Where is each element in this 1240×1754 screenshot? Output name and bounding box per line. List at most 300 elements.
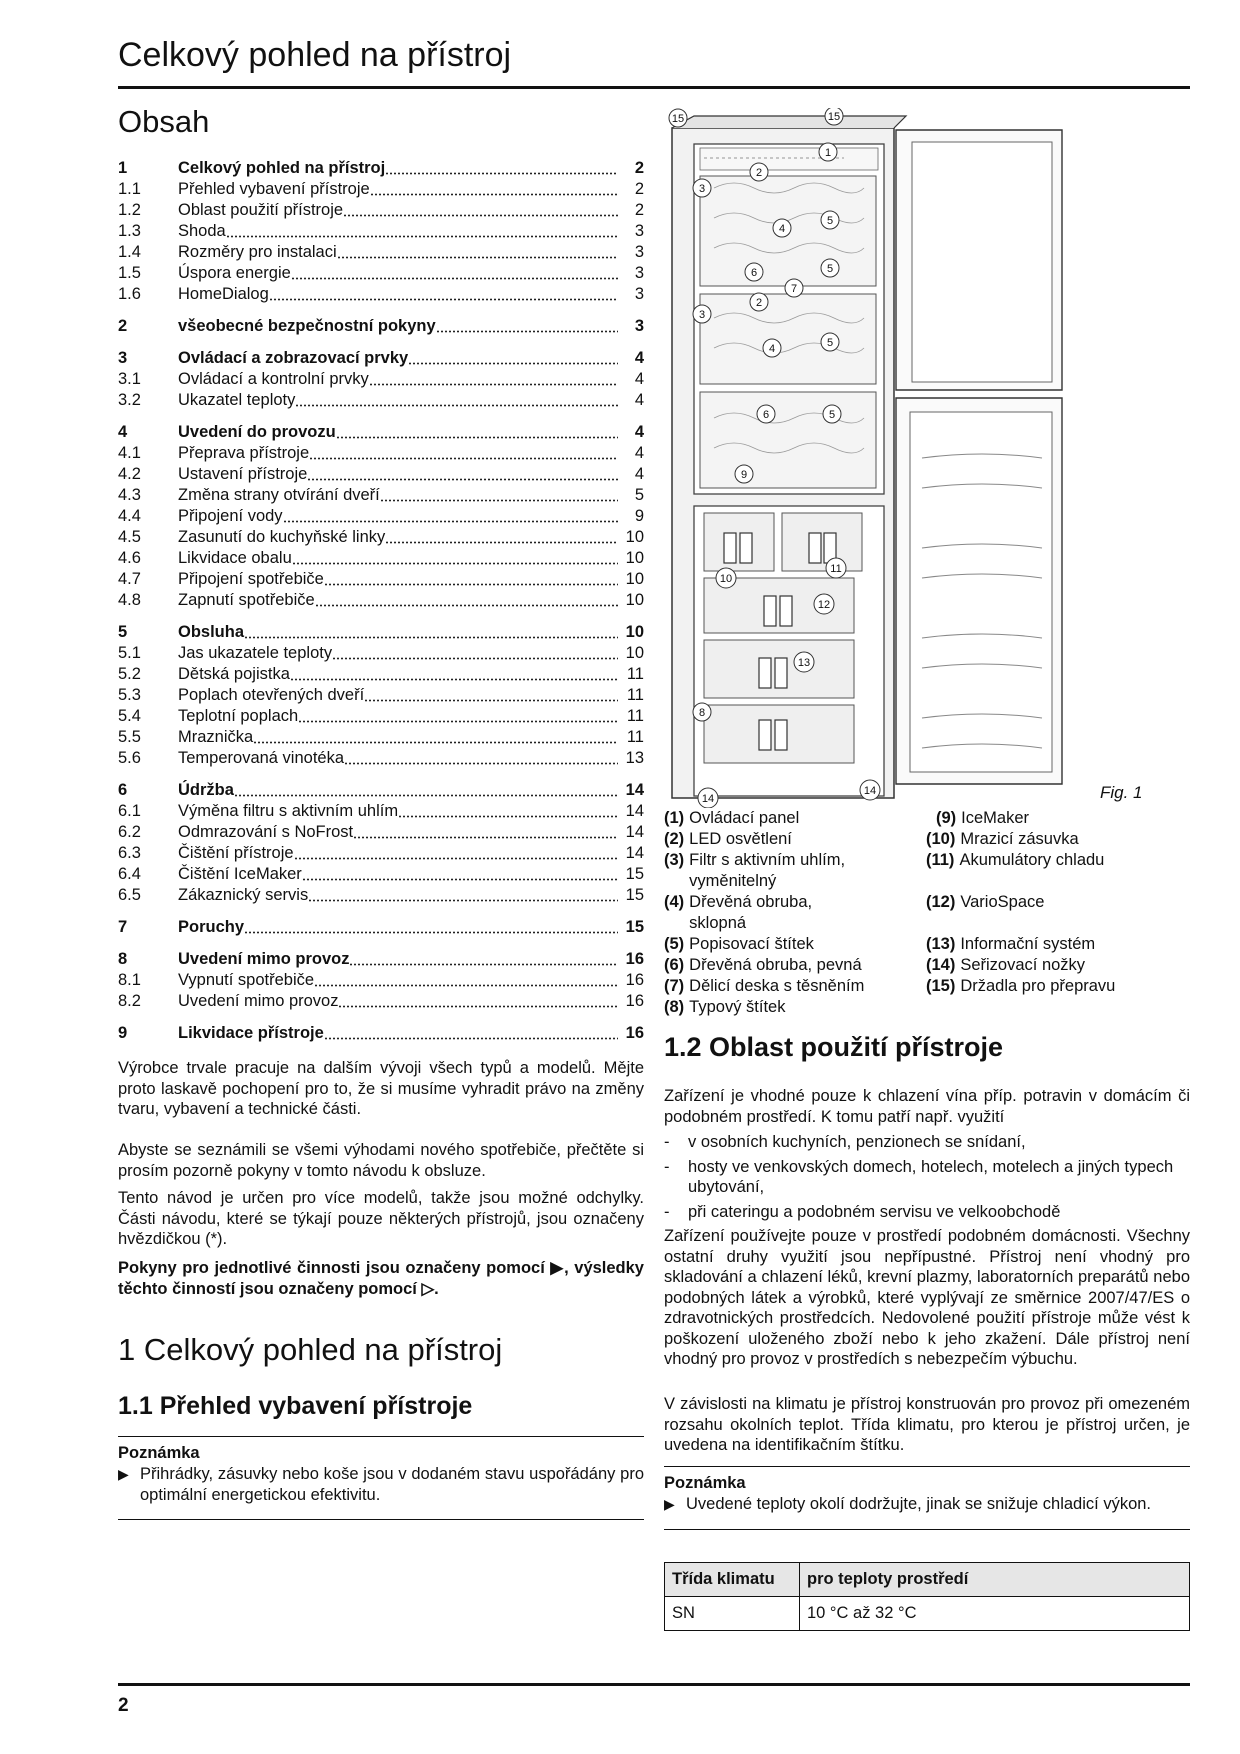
note-box-2 bbox=[664, 1466, 1190, 1530]
legend-number: (12) bbox=[926, 893, 956, 911]
legend-text: Informační systém bbox=[960, 935, 1096, 953]
toc-entry-num: 4.2 bbox=[118, 465, 141, 483]
legend-item bbox=[664, 892, 894, 934]
toc-dot-leader bbox=[324, 583, 618, 586]
toc-entry[interactable] bbox=[118, 443, 644, 464]
toc-dot-leader bbox=[370, 193, 618, 196]
toc-entry[interactable] bbox=[118, 485, 644, 506]
toc-entry-page: 15 bbox=[625, 886, 644, 904]
note-text: Přihrádky, zásuvky nebo koše jsou v dodaném stavu uspořádány pro optimální energetickou efektivitu. bbox=[140, 1465, 644, 1504]
toc-entry-page: 13 bbox=[625, 749, 644, 767]
callout-13 bbox=[794, 652, 814, 672]
toc-dot-leader bbox=[332, 657, 618, 660]
toc-entry-title: Přehled vybavení přístroje bbox=[178, 180, 370, 198]
callout-15 bbox=[825, 108, 843, 125]
toc-entry-num: 8.2 bbox=[118, 992, 141, 1010]
table-header-cell: pro teploty prostředí bbox=[800, 1563, 1190, 1597]
toc-entry-num: 6.1 bbox=[118, 802, 141, 820]
callout-12 bbox=[814, 594, 834, 614]
toc-dot-leader bbox=[244, 931, 618, 934]
legend-number: (15) bbox=[926, 977, 956, 995]
toc-entry-num: 4 bbox=[118, 423, 128, 441]
toc-entry-num: 5 bbox=[118, 623, 128, 641]
toc-dot-leader bbox=[253, 741, 618, 744]
toc-entry-page: 4 bbox=[634, 423, 644, 441]
svg-text:9: 9 bbox=[740, 469, 748, 481]
legend-text: Filtr s aktivním uhlím, vyměnitelný bbox=[689, 851, 846, 890]
toc-dot-leader bbox=[298, 720, 618, 723]
toc-dot-leader bbox=[344, 762, 618, 765]
page-number: 2 bbox=[118, 1695, 129, 1716]
legend-text: Seřizovací nožky bbox=[960, 956, 1086, 974]
legend-text: Mrazicí zásuvka bbox=[960, 830, 1079, 848]
toc-entry-page: 4 bbox=[634, 349, 644, 367]
page-title: Celkový pohled na přístroj bbox=[118, 36, 512, 74]
toc-entry-page: 2 bbox=[634, 159, 644, 177]
intro-paragraph-4: Pokyny pro jednotlivé činnosti jsou označeny pomocí ▶, výsledky těchto činností jsou označeny pomocí ▷. bbox=[118, 1259, 644, 1298]
legend-item bbox=[926, 934, 1186, 955]
legend-item bbox=[926, 976, 1186, 997]
list-item bbox=[664, 1132, 1190, 1153]
toc-dot-leader bbox=[283, 520, 618, 523]
toc-entry[interactable] bbox=[118, 706, 644, 727]
toc-entry-page: 16 bbox=[625, 971, 644, 989]
figure-legend bbox=[664, 808, 1190, 1018]
table-row bbox=[665, 1597, 1190, 1631]
toc-entry-page: 4 bbox=[634, 391, 644, 409]
toc-entry-page: 4 bbox=[634, 444, 644, 462]
toc-entry-page: 2 bbox=[634, 201, 644, 219]
toc-dot-leader bbox=[364, 699, 618, 702]
svg-text:6: 6 bbox=[762, 409, 770, 421]
toc-dot-leader bbox=[324, 1037, 618, 1040]
svg-text:4: 4 bbox=[768, 343, 776, 355]
toc-entry[interactable] bbox=[118, 390, 644, 411]
legend-text: Akumulátory chladu bbox=[959, 851, 1105, 869]
callout-15 bbox=[669, 109, 687, 127]
toc-entry-num: 5.1 bbox=[118, 644, 141, 662]
toc-entry[interactable] bbox=[118, 263, 644, 284]
toc-entry[interactable] bbox=[118, 864, 644, 885]
toc-dot-leader bbox=[269, 298, 618, 301]
toc-dot-leader bbox=[244, 636, 618, 639]
toc-entry-num: 6.4 bbox=[118, 865, 141, 883]
toc-entry-num: 8.1 bbox=[118, 971, 141, 989]
svg-text:14: 14 bbox=[863, 785, 877, 797]
toc-entry-num: 6.5 bbox=[118, 886, 141, 904]
legend-item bbox=[926, 955, 1186, 976]
svg-text:15: 15 bbox=[671, 113, 685, 125]
toc-entry[interactable] bbox=[118, 643, 644, 664]
toc-entry-page: 10 bbox=[625, 528, 644, 546]
callout-5 bbox=[823, 405, 841, 423]
legend-number: (13) bbox=[926, 935, 956, 953]
toc-entry-page: 4 bbox=[634, 465, 644, 483]
toc-entry[interactable] bbox=[118, 506, 644, 527]
toc-entry[interactable] bbox=[118, 748, 644, 769]
toc-entry-title: Přeprava přístroje bbox=[178, 444, 310, 462]
toc-dot-leader bbox=[349, 963, 618, 966]
table-of-contents bbox=[118, 158, 644, 1044]
toc-entry[interactable] bbox=[118, 949, 644, 970]
bullet-dash: - bbox=[664, 1133, 670, 1151]
toc-entry[interactable] bbox=[118, 527, 644, 548]
toc-entry-num: 1.1 bbox=[118, 180, 141, 198]
note-item bbox=[664, 1494, 1190, 1515]
callout-7 bbox=[785, 279, 803, 297]
section-1-2-heading: 1.2 Oblast použití přístroje bbox=[664, 1032, 1004, 1062]
toc-dot-leader bbox=[307, 478, 618, 481]
callout-3 bbox=[693, 179, 711, 197]
header-rule bbox=[118, 86, 1190, 89]
toc-dot-leader bbox=[314, 984, 618, 987]
legend-text: Dřevěná obruba, pevná bbox=[689, 956, 862, 974]
legend-text: Typový štítek bbox=[689, 998, 786, 1016]
legend-item bbox=[664, 997, 894, 1018]
toc-entry-num: 7 bbox=[118, 918, 128, 936]
toc-entry-num: 5.5 bbox=[118, 728, 141, 746]
toc-dot-leader bbox=[337, 256, 618, 259]
toc-entry-num: 4.7 bbox=[118, 570, 141, 588]
instruction-triangle-icon: ▶ bbox=[118, 1466, 129, 1482]
svg-text:5: 5 bbox=[826, 337, 834, 349]
toc-entry[interactable] bbox=[118, 590, 644, 611]
table-header-cell: Třída klimatu bbox=[665, 1563, 800, 1597]
toc-entry-title: Likvidace obalu bbox=[178, 549, 292, 567]
toc-entry-page: 3 bbox=[634, 317, 644, 335]
legend-text: LED osvětlení bbox=[689, 830, 792, 848]
toc-entry-num: 1.4 bbox=[118, 243, 141, 261]
svg-text:6: 6 bbox=[750, 267, 758, 279]
section-1-2-paragraph-1: Zařízení je vhodné pouze k chlazení vína příp. potravin v domácím či podobném prostředí. K tomu patří např. využití bbox=[664, 1087, 1190, 1126]
toc-entry-num: 4.1 bbox=[118, 444, 141, 462]
legend-text: Držadla pro přepravu bbox=[960, 977, 1116, 995]
toc-entry-title: Teplotní poplach bbox=[178, 707, 299, 725]
callout-1 bbox=[819, 143, 837, 161]
table-header-row bbox=[665, 1563, 1190, 1597]
toc-entry-title: Ustavení přístroje bbox=[178, 465, 308, 483]
toc-dot-leader bbox=[436, 330, 618, 333]
toc-entry-num: 1.5 bbox=[118, 264, 141, 282]
toc-dot-leader bbox=[336, 436, 618, 439]
figure-caption: Fig. 1 bbox=[1100, 783, 1143, 802]
svg-text:5: 5 bbox=[826, 263, 834, 275]
callout-2 bbox=[750, 293, 768, 311]
usage-list bbox=[664, 1132, 1190, 1226]
toc-dot-leader bbox=[292, 562, 618, 565]
toc-dot-leader bbox=[295, 404, 618, 407]
toc-entry-title: Zasunutí do kuchyňské linky bbox=[178, 528, 386, 546]
toc-entry-title: Uvedení mimo provoz bbox=[178, 950, 350, 968]
svg-text:8: 8 bbox=[698, 707, 706, 719]
section-1-2-paragraph-2: Zařízení používejte pouze v prostředí podobném domácnosti. Všechny ostatní druhy využití jsou nepřípustné. Přístroj není vhodný pro skladování a chlazení léků, krevní plazmy, laboratorních preparátů nebo podobných látek a výrobků, které vyplývají ze směrnice 2007/47/ES o zdravotnických prostředcích. Nedovolené použití přístroje může vést k poškození uloženého zboží nebo k jeho zkažení. Dále přístroj není vhodný pro provoz v prostředích s nebezpečím výbuchu. bbox=[664, 1227, 1190, 1368]
toc-entry-num: 8 bbox=[118, 950, 128, 968]
toc-entry-num: 3 bbox=[118, 349, 128, 367]
svg-text:2: 2 bbox=[755, 167, 763, 179]
toc-dot-leader bbox=[343, 214, 618, 217]
svg-text:14: 14 bbox=[701, 793, 715, 805]
toc-entry-title: Rozměry pro instalaci bbox=[178, 243, 337, 261]
toc-entry-page: 2 bbox=[634, 180, 644, 198]
toc-entry-page: 10 bbox=[625, 570, 644, 588]
toc-entry[interactable] bbox=[118, 242, 644, 263]
toc-entry-num: 4.4 bbox=[118, 507, 141, 525]
svg-text:5: 5 bbox=[826, 215, 834, 227]
toc-dot-leader bbox=[315, 604, 618, 607]
svg-text:13: 13 bbox=[797, 657, 811, 669]
legend-item bbox=[664, 955, 894, 976]
toc-entry-page: 10 bbox=[625, 644, 644, 662]
bullet-dash: - bbox=[664, 1202, 670, 1221]
legend-item bbox=[664, 976, 894, 997]
legend-item bbox=[664, 934, 894, 955]
toc-dot-leader bbox=[338, 1005, 618, 1008]
toc-entry-page: 16 bbox=[625, 1024, 644, 1042]
toc-entry[interactable] bbox=[118, 885, 644, 906]
toc-entry-title: Zákaznický servis bbox=[178, 886, 309, 904]
legend-item bbox=[664, 808, 894, 829]
toc-entry[interactable] bbox=[118, 464, 644, 485]
toc-entry-title: Poplach otevřených dveří bbox=[178, 686, 365, 704]
table-cell: 10 °C až 32 °C bbox=[800, 1597, 1190, 1631]
toc-dot-leader bbox=[385, 172, 618, 175]
section-1-1-heading: 1.1 Přehled vybavení přístroje bbox=[118, 1392, 473, 1420]
list-item-text: v osobních kuchyních, penzionech se snídaní, bbox=[688, 1133, 1026, 1151]
callout-6 bbox=[757, 405, 775, 423]
toc-entry-title: Vypnutí spotřebiče bbox=[178, 971, 315, 989]
toc-dot-leader bbox=[290, 678, 618, 681]
bullet-dash: - bbox=[664, 1157, 670, 1176]
toc-dot-leader bbox=[369, 383, 618, 386]
toc-entry-page: 14 bbox=[625, 844, 644, 862]
toc-entry[interactable] bbox=[118, 727, 644, 748]
callout-5 bbox=[821, 211, 839, 229]
toc-entry-num: 1.3 bbox=[118, 222, 141, 240]
toc-entry-title: Připojení vody bbox=[178, 507, 283, 525]
toc-entry-page: 14 bbox=[625, 781, 644, 799]
legend-number: (6) bbox=[664, 956, 685, 974]
toc-entry-num: 4.6 bbox=[118, 549, 141, 567]
toc-entry-page: 3 bbox=[634, 264, 644, 282]
toc-dot-leader bbox=[294, 857, 618, 860]
toc-entry-num: 4.5 bbox=[118, 528, 141, 546]
svg-text:10: 10 bbox=[719, 573, 733, 585]
toc-entry-num: 1.2 bbox=[118, 201, 141, 219]
toc-entry[interactable] bbox=[118, 422, 644, 443]
list-item-text: při cateringu a podobném servisu ve velkoobchodě bbox=[688, 1202, 1061, 1221]
legend-number: (11) bbox=[926, 851, 955, 869]
callout-8 bbox=[693, 703, 711, 721]
list-item-text: hosty ve venkovských domech, hotelech, motelech a jiných typech ubytování, bbox=[688, 1157, 1174, 1196]
legend-number: (14) bbox=[926, 956, 956, 974]
toc-entry[interactable] bbox=[118, 179, 644, 200]
legend-item bbox=[664, 850, 894, 892]
toc-entry-title: Změna strany otvírání dveří bbox=[178, 486, 380, 504]
toc-entry-page: 10 bbox=[625, 623, 644, 641]
toc-entry-num: 2 bbox=[118, 317, 128, 335]
toc-entry-title: Ukazatel teploty bbox=[178, 391, 296, 409]
toc-entry-num: 5.3 bbox=[118, 686, 141, 704]
legend-item bbox=[926, 850, 1186, 871]
toc-entry-num: 3.2 bbox=[118, 391, 141, 409]
legend-item bbox=[926, 808, 1186, 829]
toc-entry-page: 16 bbox=[625, 950, 644, 968]
svg-text:3: 3 bbox=[698, 309, 706, 321]
toc-entry-title: HomeDialog bbox=[178, 285, 269, 303]
toc-entry[interactable] bbox=[118, 284, 644, 305]
svg-text:15: 15 bbox=[827, 111, 841, 123]
toc-dot-leader bbox=[291, 277, 618, 280]
toc-dot-leader bbox=[234, 794, 618, 797]
toc-entry[interactable] bbox=[118, 801, 644, 822]
toc-dot-leader bbox=[385, 541, 618, 544]
toc-entry-title: Oblast použití přístroje bbox=[178, 201, 344, 219]
toc-entry-num: 5.2 bbox=[118, 665, 141, 683]
toc-entry-page: 3 bbox=[634, 285, 644, 303]
toc-entry-title: Poruchy bbox=[178, 918, 245, 936]
toc-entry-num: 1 bbox=[118, 159, 128, 177]
toc-entry[interactable] bbox=[118, 622, 644, 643]
intro-paragraph-2: Abyste se seznámili se všemi výhodami nového spotřebiče, přečtěte si prosím pozorně pokyny v tomto návodu k obsluze. bbox=[118, 1141, 644, 1180]
appliance-diagram bbox=[664, 108, 1104, 808]
toc-entry-num: 6.3 bbox=[118, 844, 141, 862]
toc-entry-page: 16 bbox=[625, 992, 644, 1010]
toc-entry-num: 9 bbox=[118, 1024, 128, 1042]
toc-entry-title: Obsluha bbox=[178, 623, 245, 641]
toc-entry[interactable] bbox=[118, 548, 644, 569]
legend-number: (4) bbox=[664, 893, 685, 911]
legend-number: (3) bbox=[664, 851, 685, 869]
toc-entry-title: Dětská pojistka bbox=[178, 665, 290, 683]
svg-text:1: 1 bbox=[824, 147, 832, 159]
toc-entry-title: Ovládací a kontrolní prvky bbox=[178, 370, 369, 388]
callout-14 bbox=[698, 788, 718, 808]
note-text: Uvedené teploty okolí dodržujte, jinak se snižuje chladicí výkon. bbox=[686, 1495, 1152, 1513]
legend-text: Dělicí deska s těsněním bbox=[689, 977, 865, 995]
toc-entry-page: 3 bbox=[634, 243, 644, 261]
toc-entry-page: 11 bbox=[626, 707, 644, 725]
svg-text:3: 3 bbox=[698, 183, 706, 195]
toc-entry-title: Ovládací a zobrazovací prvky bbox=[178, 349, 409, 367]
toc-entry-title: Odmrazování s NoFrost bbox=[178, 823, 354, 841]
toc-entry-title: Mraznička bbox=[178, 728, 254, 746]
toc-entry[interactable] bbox=[118, 221, 644, 242]
legend-text: VarioSpace bbox=[960, 893, 1045, 911]
callout-6 bbox=[745, 263, 763, 281]
callout-11 bbox=[826, 558, 846, 578]
toc-entry-page: 5 bbox=[634, 486, 644, 504]
table-cell: SN bbox=[665, 1597, 800, 1631]
callout-5 bbox=[821, 333, 839, 351]
toc-entry-page: 14 bbox=[625, 802, 644, 820]
toc-entry-title: Uvedení mimo provoz bbox=[178, 992, 339, 1010]
toc-dot-leader bbox=[398, 815, 618, 818]
toc-entry[interactable] bbox=[118, 369, 644, 390]
toc-entry-num: 6 bbox=[118, 781, 128, 799]
toc-entry[interactable] bbox=[118, 316, 644, 337]
toc-entry-page: 9 bbox=[634, 507, 644, 525]
toc-entry[interactable] bbox=[118, 917, 644, 938]
toc-entry-page: 10 bbox=[625, 591, 644, 609]
toc-entry[interactable] bbox=[118, 348, 644, 369]
toc-entry-page: 15 bbox=[625, 918, 644, 936]
svg-text:4: 4 bbox=[778, 223, 786, 235]
toc-entry[interactable] bbox=[118, 780, 644, 801]
svg-text:12: 12 bbox=[817, 599, 831, 611]
legend-number: (2) bbox=[664, 830, 685, 848]
toc-dot-leader bbox=[226, 235, 618, 238]
toc-entry-title: Uvedení do provozu bbox=[178, 423, 336, 441]
toc-dot-leader bbox=[408, 362, 618, 365]
toc-dot-leader bbox=[308, 899, 618, 902]
toc-entry-title: Údržba bbox=[178, 781, 234, 799]
toc-entry[interactable] bbox=[118, 158, 644, 179]
toc-entry-num: 5.4 bbox=[118, 707, 141, 725]
svg-text:5: 5 bbox=[828, 409, 836, 421]
instruction-triangle-icon: ▶ bbox=[664, 1496, 675, 1512]
toc-entry-num: 5.6 bbox=[118, 749, 141, 767]
svg-text:11: 11 bbox=[830, 563, 842, 575]
toc-entry[interactable] bbox=[118, 843, 644, 864]
legend-text: Dřevěná obruba, sklopná bbox=[689, 893, 813, 932]
toc-entry[interactable] bbox=[118, 991, 644, 1012]
note-box-1 bbox=[118, 1436, 644, 1520]
toc-entry-title: Úspora energie bbox=[178, 264, 291, 282]
callout-14 bbox=[860, 780, 880, 800]
legend-number: (7) bbox=[664, 977, 685, 995]
legend-number: (5) bbox=[664, 935, 685, 953]
svg-text:2: 2 bbox=[755, 297, 763, 309]
toc-dot-leader bbox=[353, 836, 618, 839]
toc-entry[interactable] bbox=[118, 200, 644, 221]
legend-item bbox=[664, 829, 894, 850]
toc-entry-title: Shoda bbox=[178, 222, 226, 240]
toc-entry[interactable] bbox=[118, 685, 644, 706]
toc-entry-title: Výměna filtru s aktivním uhlím bbox=[178, 802, 399, 820]
callout-2 bbox=[750, 163, 768, 181]
toc-entry-title: Připojení spotřebiče bbox=[178, 570, 324, 588]
list-item bbox=[664, 1157, 1190, 1198]
toc-entry[interactable] bbox=[118, 822, 644, 843]
footer-rule bbox=[118, 1683, 1190, 1686]
toc-entry-num: 3.1 bbox=[118, 370, 141, 388]
toc-entry-num: 6.2 bbox=[118, 823, 141, 841]
toc-entry-title: všeobecné bezpečnostní pokyny bbox=[178, 317, 436, 335]
intro-paragraph-1: Výrobce trvale pracuje na dalším vývoji všech typů a modelů. Mějte proto laskavě pochopení pro to, že si musíme vyhradit právo na změny tvaru, vybavení a technické části. bbox=[118, 1059, 644, 1118]
toc-entry-page: 15 bbox=[625, 865, 644, 883]
toc-dot-leader bbox=[309, 457, 618, 460]
toc-entry-page: 11 bbox=[626, 686, 644, 704]
toc-entry[interactable] bbox=[118, 664, 644, 685]
legend-text: IceMaker bbox=[961, 809, 1030, 827]
toc-entry-title: Celkový pohled na přístroj bbox=[178, 159, 386, 177]
toc-entry[interactable] bbox=[118, 970, 644, 991]
toc-entry[interactable] bbox=[118, 569, 644, 590]
intro-paragraph-3: Tento návod je určen pro více modelů, takže jsou možné odchylky. Části návodu, které se týkají pouze některých přístrojů, jsou označeny hvězdičkou (*). bbox=[118, 1189, 644, 1248]
callout-5 bbox=[821, 259, 839, 277]
toc-entry[interactable] bbox=[118, 1023, 644, 1044]
toc-entry-num: 4.8 bbox=[118, 591, 141, 609]
callout-4 bbox=[763, 339, 781, 357]
legend-text: Popisovací štítek bbox=[689, 935, 814, 953]
callout-3 bbox=[693, 305, 711, 323]
svg-text:7: 7 bbox=[790, 283, 798, 295]
section-1-2-paragraph-3: V závislosti na klimatu je přístroj konstruován pro provoz při omezeném rozsahu okolních teplot. Třída klimatu, pro kterou je přístroj určen, je uvedena na identifikačním štítku. bbox=[664, 1395, 1190, 1454]
legend-item bbox=[926, 829, 1186, 850]
toc-entry-page: 10 bbox=[625, 549, 644, 567]
note-title: Poznámka bbox=[118, 1444, 200, 1462]
toc-entry-page: 11 bbox=[626, 665, 644, 683]
